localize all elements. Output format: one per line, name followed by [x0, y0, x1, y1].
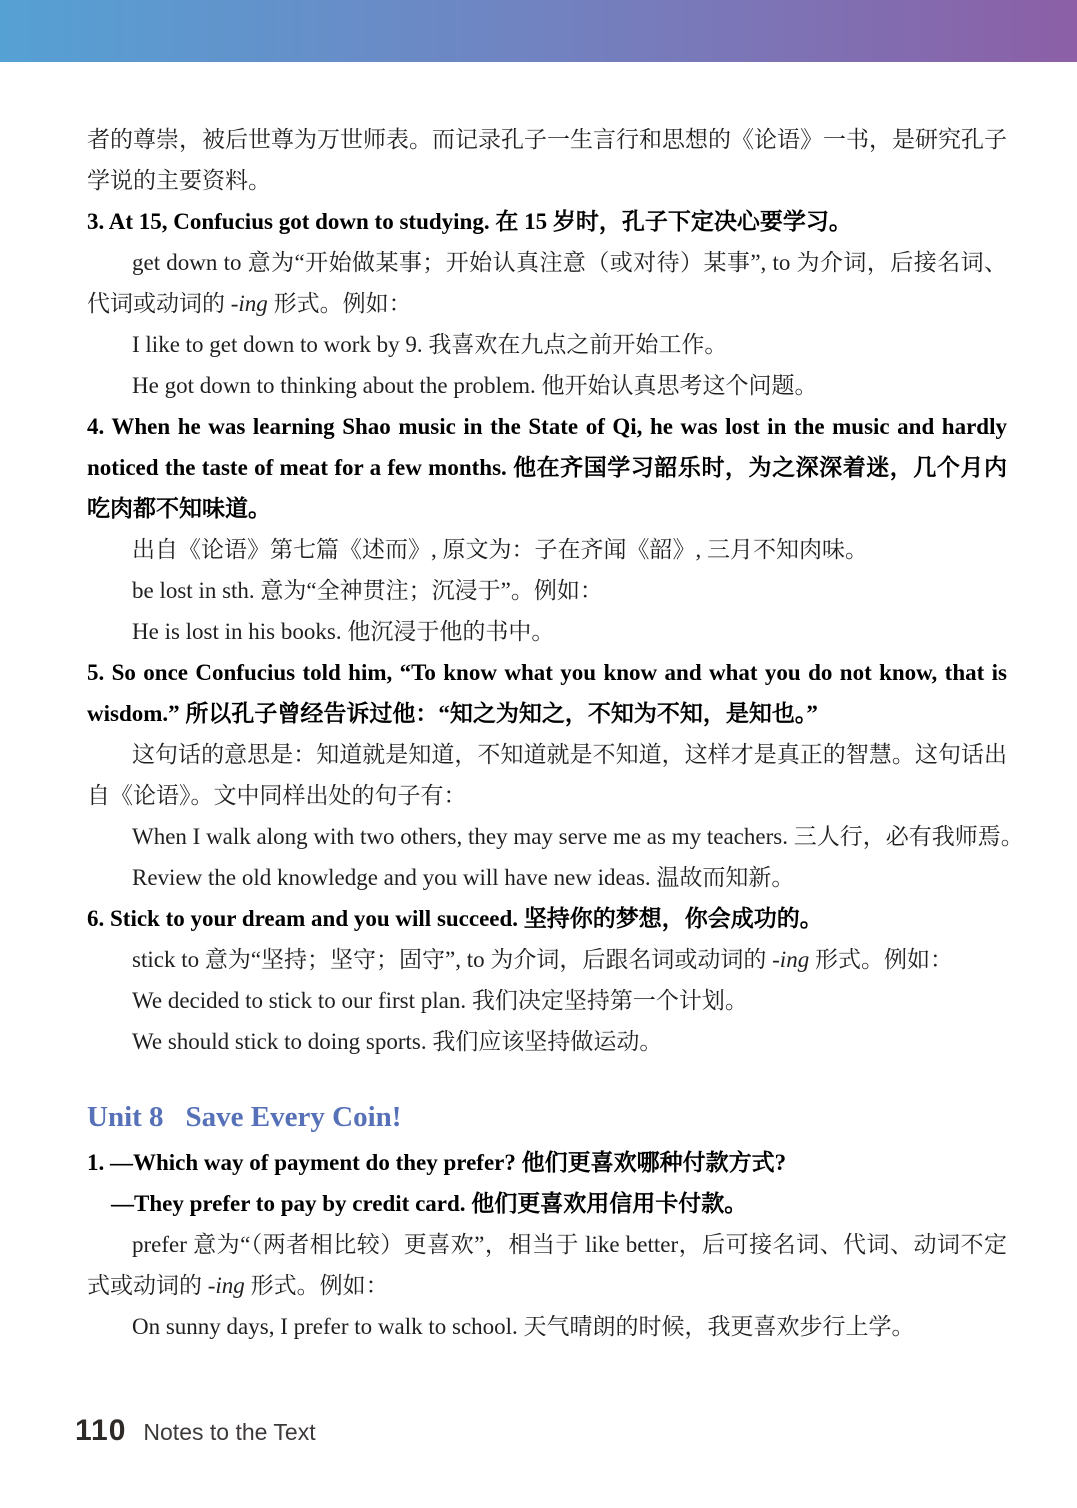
note-explanation: [87, 529, 1007, 570]
example-sentence: [87, 1306, 1007, 1347]
text-run: We decided to stick to our first plan. 我们决定坚持第一个计划。: [132, 988, 748, 1013]
note-item: [87, 1142, 1007, 1183]
note-item: [87, 201, 1007, 242]
text-run: 6. Stick to your dream and you will succeed. 坚持你的梦想，你会成功的。: [87, 906, 823, 931]
example-sentence: [87, 324, 1007, 365]
header-gradient-bar: [0, 0, 1077, 62]
example-sentence: [87, 1021, 1007, 1062]
text-run: -ing: [230, 291, 268, 316]
note-explanation: [87, 734, 1007, 816]
example-sentence: [87, 857, 1007, 898]
note-explanation: [87, 570, 1007, 611]
example-sentence: [87, 816, 1024, 857]
text-run: 4. When he was learning Shao music in the State of Qi, he was lost in the music and hardly noticed the taste of meat for a few months. 他在齐国学习韶乐时，为之深深着迷，几个月内吃肉都不知味道。: [87, 414, 1007, 521]
text-run: -ing: [772, 947, 810, 972]
note-paragraph: [87, 119, 1007, 201]
text-run: We should stick to doing sports. 我们应该坚持做运动。: [132, 1029, 663, 1054]
unit-title: Save Every Coin!: [185, 1101, 402, 1133]
text-run: He got down to thinking about the problem. 他开始认真思考这个问题。: [132, 373, 818, 398]
text-run: He is lost in his books. 他沉浸于他的书中。: [132, 619, 555, 644]
note-item: [87, 898, 1007, 939]
text-run: —They prefer to pay by credit card. 他们更喜欢用信用卡付款。: [111, 1191, 748, 1216]
text-run: 5. So once Confucius told him, “To know what you know and what you do not know, that is wisdom.” 所以孔子曾经告诉过他：“知之为知之，不知为不知，是知也。”: [87, 660, 1007, 726]
footer-section-label: Notes to the Text: [143, 1419, 316, 1445]
notes-content: [87, 119, 1024, 1347]
text-run: 者的尊崇，被后世尊为万世师表。而记录孔子一生言行和思想的《论语》一书，是研究孔子学说的主要资料。: [87, 127, 1007, 193]
note-explanation: [87, 242, 1007, 324]
unit-number: Unit 8: [87, 1101, 164, 1133]
text-run: 出自《论语》第七篇《述而》, 原文为：子在齐闻《韶》, 三月不知肉味。: [132, 537, 868, 562]
unit-heading: [87, 1094, 1007, 1140]
text-run: 3. At 15, Confucius got down to studying. 在 15 岁时，孔子下定决心要学习。: [87, 209, 852, 234]
text-run: 形式。例如：: [267, 291, 412, 316]
text-run: 这句话的意思是：知道就是知道，不知道就是不知道，这样才是真正的智慧。这句话出自《论语》。文中同样出处的句子有：: [87, 742, 1007, 808]
note-item: [87, 406, 1007, 529]
text-run: On sunny days, I prefer to walk to school. 天气晴朗的时候，我更喜欢步行上学。: [132, 1314, 915, 1339]
text-run: prefer 意为“（两者相比较）更喜欢”，相当于 like better，后可接名词、代词、动词不定式或动词的: [87, 1232, 1007, 1298]
text-run: stick to 意为“坚持；坚守；固守”, to 为介词，后跟名词或动词的: [132, 947, 773, 972]
text-run: Review the old knowledge and you will have new ideas. 温故而知新。: [132, 865, 795, 890]
text-run: 形式。例如：: [244, 1273, 389, 1298]
text-run: be lost in sth. 意为“全神贯注；沉浸于”。例如：: [132, 578, 603, 603]
example-sentence: [87, 365, 1007, 406]
text-run: When I walk along with two others, they may serve me as my teachers. 三人行，必有我师焉。: [132, 824, 1024, 849]
example-sentence: [87, 980, 1007, 1021]
note-explanation: [87, 939, 1007, 980]
text-run: I like to get down to work by 9. 我喜欢在九点之前开始工作。: [132, 332, 728, 357]
page-footer: [75, 1414, 316, 1448]
text-run: 形式。例如：: [809, 947, 953, 972]
note-item: [87, 652, 1007, 734]
example-sentence: [87, 611, 1007, 652]
text-run: get down to 意为“开始做某事；开始认真注意（或对待）某事”, to 为介词，后接名词、代词或动词的: [87, 250, 1007, 316]
note-item-reply: [111, 1183, 1007, 1224]
note-explanation: [87, 1224, 1007, 1306]
page-number: 110: [75, 1414, 127, 1447]
text-run: -ing: [207, 1273, 245, 1298]
text-run: 1. —Which way of payment do they prefer? 他们更喜欢哪种付款方式?: [87, 1150, 787, 1175]
